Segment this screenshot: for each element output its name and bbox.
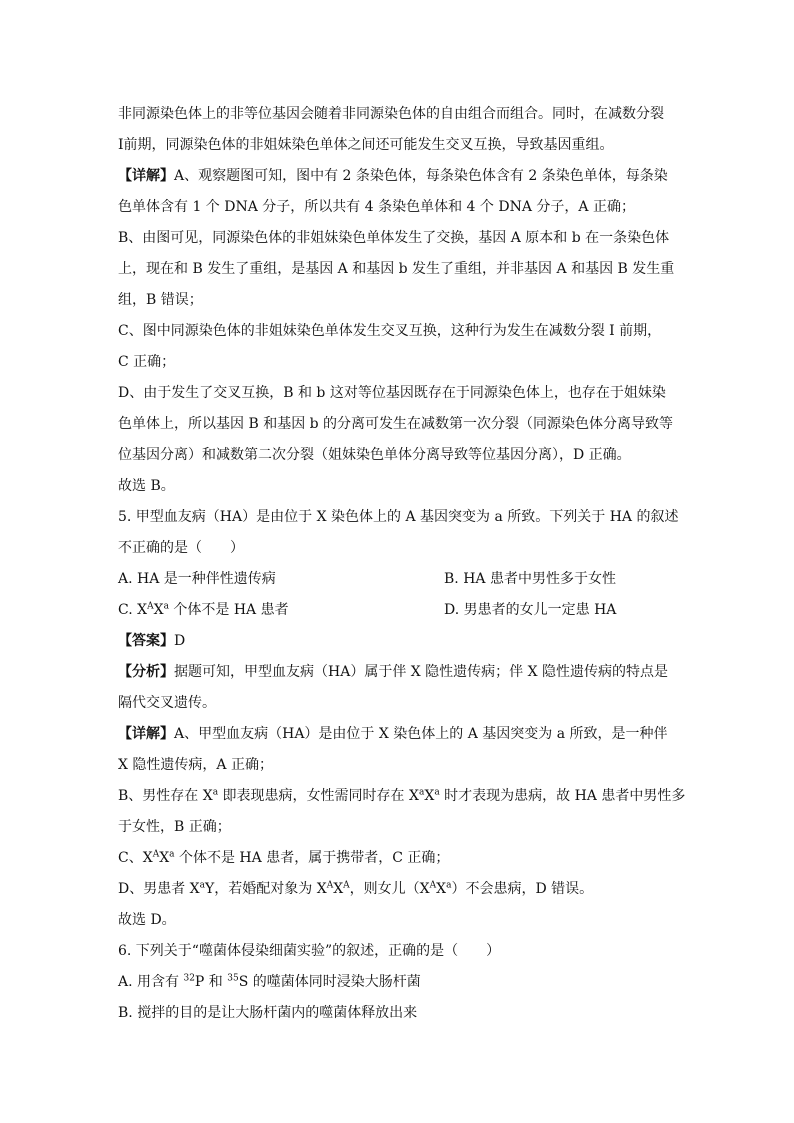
text-line xyxy=(118,719,678,750)
text-span: X xyxy=(159,850,170,866)
text-span: 据题可知，甲型血友病（HA）属于伴 X 隐性遗传病；伴 X 隐性遗传病的特点是 xyxy=(174,664,669,680)
superscript: a xyxy=(434,787,440,798)
text-line xyxy=(118,161,678,192)
text-line: C 正确； xyxy=(118,354,176,370)
analysis-tag: 【分析】 xyxy=(118,664,174,680)
superscript: 35 xyxy=(227,973,239,984)
text-span: X xyxy=(436,881,447,897)
text-line xyxy=(118,843,678,874)
superscript: A xyxy=(326,880,334,891)
text-line: 色单体含有 1 个 DNA 分子，所以共有 4 条染色单体和 4 个 DNA 分子，A 正确； xyxy=(118,199,635,215)
superscript: a xyxy=(446,880,452,891)
question-6-stem: 6. 下列关于“噬菌体侵染细菌实验”的叙述，正确的是（ ） xyxy=(118,943,501,959)
text-line: C、图中同源染色体的非姐妹染色单体发生交叉互换，这种行为发生在减数分裂 Ⅰ 前期， xyxy=(118,323,662,339)
text-span: 即表现患病，女性需同时存在 X xyxy=(218,788,419,804)
text-span: A、观察题图可知，图中有 2 条染色体，每条染色体含有 2 条染色单体，每条染 xyxy=(174,168,668,184)
question-5-stem: 5. 甲型血友病（HA）是由位于 X 染色体上的 A 基因突变为 a 所致。下列关于 HA 的叙述 xyxy=(118,509,679,525)
superscript: a xyxy=(169,849,175,860)
answer-value: D xyxy=(174,633,186,649)
option-a xyxy=(118,967,678,998)
text-line xyxy=(118,781,686,812)
text-line: 组，B 错误； xyxy=(118,292,203,308)
option-b: B. HA 患者中男性多于女性 xyxy=(444,571,616,587)
detail-tag: 【详解】 xyxy=(118,726,174,742)
text-span: Y，若婚配对象为 X xyxy=(205,881,327,897)
text-line: X 隐性遗传病，A 正确； xyxy=(118,757,273,773)
text-line: B、由图可见，同源染色体的非姐妹染色单体发生了交换，基因 A 原本和 b 在一条染色体 xyxy=(118,230,670,246)
text-line: 色单体上，所以基因 B 和基因 b 的分离可发生在减数第一次分裂（同源染色体分离导致等 xyxy=(118,416,674,432)
superscript: a xyxy=(418,787,425,798)
text-span: 个体不是 HA 患者，属于携带者，C 正确； xyxy=(174,850,450,866)
text-line: 故选 B。 xyxy=(118,478,175,494)
text-line xyxy=(118,874,678,905)
superscript: A xyxy=(152,849,160,860)
text-line: Ⅰ前期，同源染色体的非姐妹染色单体之间还可能发生交叉互换，导致基因重组。 xyxy=(118,137,614,153)
text-span: X xyxy=(153,602,164,618)
option-b: B. 搅拌的目的是让大肠杆菌内的噬菌体释放出来 xyxy=(118,1005,418,1021)
text-span: C、X xyxy=(118,850,153,866)
superscript: A xyxy=(343,880,350,891)
question-5-options-row xyxy=(118,564,678,595)
text-line: 上，现在和 B 发生了重组，是基因 A 和基因 b 发生了重组，并非基因 A 和基因 B 发生重 xyxy=(118,261,675,277)
superscript: a xyxy=(212,787,219,798)
text-line xyxy=(118,657,678,688)
text-span: S 的噬菌体同时浸染大肠杆菌 xyxy=(238,974,421,990)
superscript: a xyxy=(163,601,169,612)
text-line: 位基因分离）和减数第二次分裂（姐妹染色单体分离导致等位基因分离），D 正确。 xyxy=(118,447,631,463)
text-span: B、男性存在 X xyxy=(118,788,213,804)
text-span: A、甲型血友病（HA）是由位于 X 染色体上的 A 基因突变为 a 所致，是一种伴 xyxy=(174,726,668,742)
text-span: C. X xyxy=(118,602,148,618)
document-page xyxy=(118,99,686,1029)
text-span: ）不会患病，D 错误。 xyxy=(451,881,594,897)
text-line: D、由于发生了交叉互换，B 和 b 这对等位基因既存在于同源染色体上，也存在于姐妹染 xyxy=(118,385,666,401)
text-span: A. 用含有 xyxy=(118,974,184,990)
superscript: a xyxy=(199,880,206,891)
text-span: 时才表现为患病，故 HA 患者中男性多 xyxy=(439,788,686,804)
text-span: 个体不是 HA 患者 xyxy=(168,602,289,618)
question-5-options-row xyxy=(118,595,678,626)
option-d: D. 男患者的女儿一定患 HA xyxy=(444,602,617,618)
text-line: 非同源染色体上的非等位基因会随着非同源染色体的自由组合而组合。同时，在减数分裂 xyxy=(118,106,664,122)
superscript: A xyxy=(429,880,437,891)
superscript: 32 xyxy=(183,973,195,984)
question-5-stem: 不正确的是（ ） xyxy=(118,540,244,556)
text-line: 于女性，B 正确； xyxy=(118,819,231,835)
text-span: P 和 xyxy=(194,974,228,990)
superscript: A xyxy=(147,601,154,612)
text-line: 隔代交叉遗传。 xyxy=(118,695,216,711)
text-span: ，则女儿（X xyxy=(349,881,430,897)
text-line: 故选 D。 xyxy=(118,912,176,928)
text-span: X xyxy=(424,788,435,804)
detail-tag: 【详解】 xyxy=(118,168,174,184)
answer-tag: 【答案】 xyxy=(118,633,174,649)
answer-line xyxy=(118,626,678,657)
option-a: A. HA 是一种伴性遗传病 xyxy=(118,571,276,587)
option-c xyxy=(118,595,444,626)
text-span: D、男患者 X xyxy=(118,881,200,897)
text-span: X xyxy=(333,881,344,897)
